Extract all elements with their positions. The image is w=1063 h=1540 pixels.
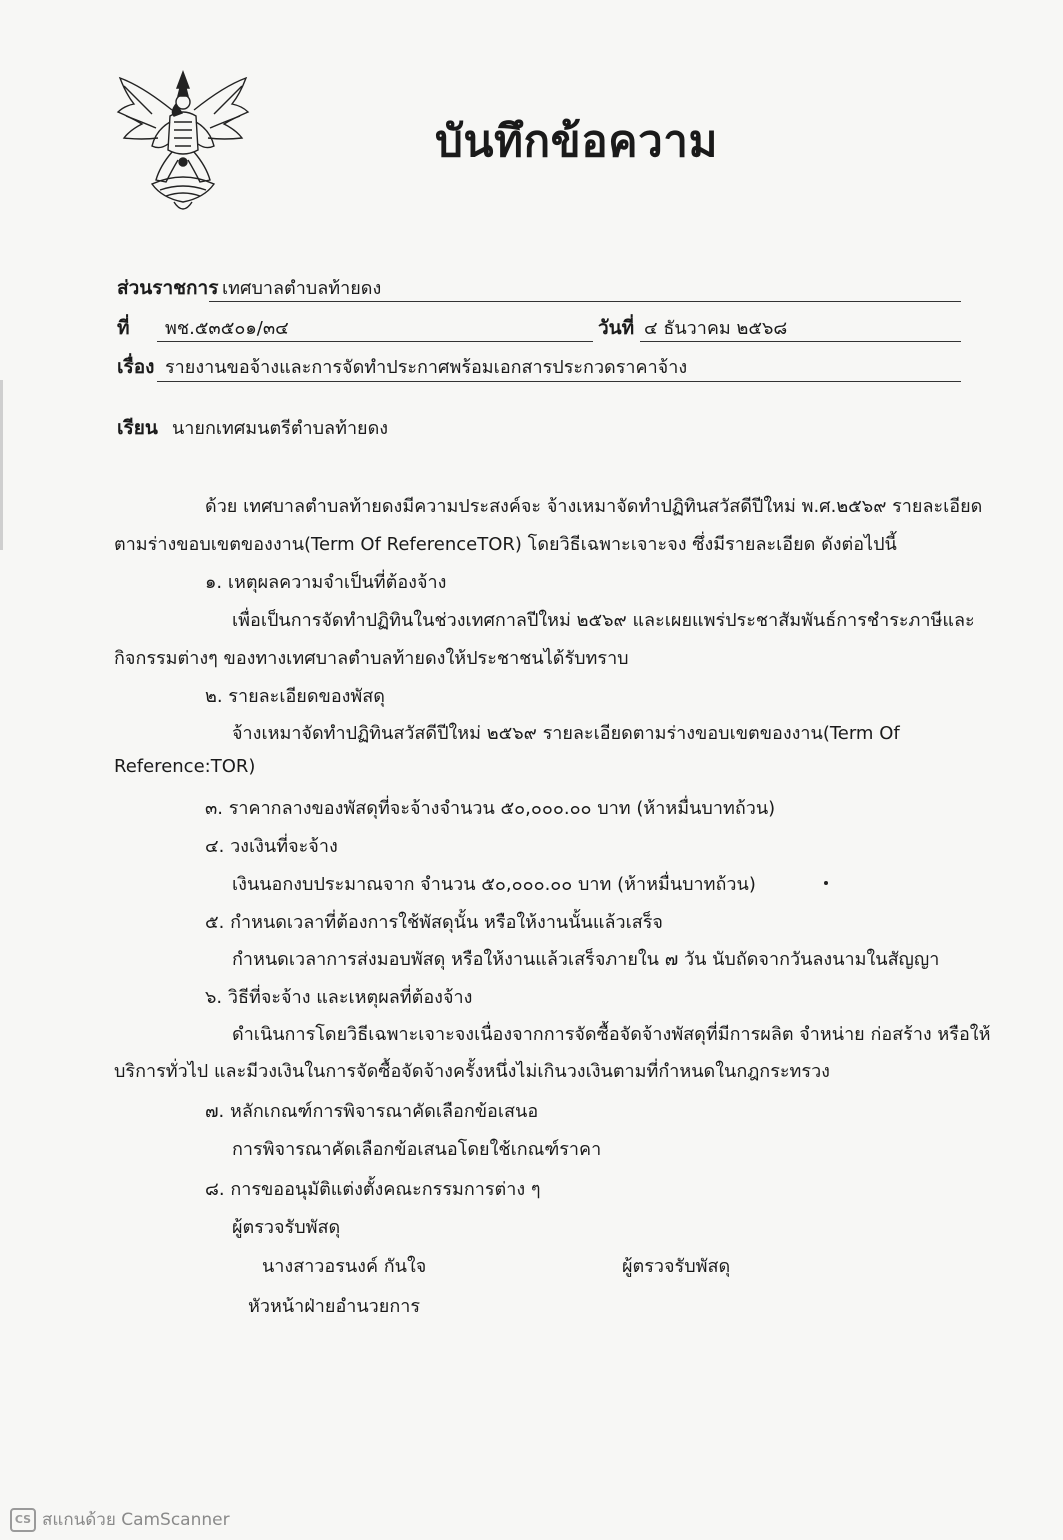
stray-dot <box>824 881 828 885</box>
section-5-line-1: กำหนดเวลาการส่งมอบพัสดุ หรือให้งานแล้วเสร็จภายใน ๗ วัน นับถัดจากวันลงนามในสัญญา <box>232 949 940 970</box>
dept-label: ส่วนราชการ <box>117 277 219 299</box>
section-6-heading: ๖. วิธีที่จะจ้าง และเหตุผลที่ต้องจ้าง <box>205 987 473 1008</box>
section-7-heading: ๗. หลักเกณฑ์การพิจารณาคัดเลือกข้อเสนอ <box>205 1101 539 1122</box>
section-7-line-1: การพิจารณาคัดเลือกข้อเสนอโดยใช้เกณฑ์ราคา <box>232 1139 602 1160</box>
date-value: ๔ ธันวาคม ๒๕๖๘ <box>644 318 788 339</box>
committee-member-role: ผู้ตรวจรับพัสดุ <box>622 1256 731 1277</box>
section-8-subheading: ผู้ตรวจรับพัสดุ <box>232 1217 341 1238</box>
dept-underline <box>209 301 961 302</box>
ref-value: พช.๕๓๕๐๑/๓๔ <box>165 318 289 339</box>
scan-edge-shadow <box>0 380 3 550</box>
camscanner-text: สแกนด้วย CamScanner <box>42 1510 230 1530</box>
memo-title: บันทึกข้อความ <box>435 116 719 167</box>
section-3-heading: ๓. ราคากลางของพัสดุที่จะจ้างจำนวน ๕๐,๐๐๐.๐๐ บาท (ห้าหมื่นบาทถ้วน) <box>205 798 776 819</box>
camscanner-watermark <box>10 1506 230 1533</box>
intro-line-1: ด้วย เทศบาลตำบลท้ายดงมีความประสงค์จะ จ้างเหมาจัดทำปฏิทินสวัสดีปีใหม่ พ.ศ.๒๕๖๙ รายละเอียด <box>205 496 983 517</box>
section-1-line-1: เพื่อเป็นการจัดทำปฏิทินในช่วงเทศกาลปีใหม่ ๒๕๖๙ และเผยแพร่ประชาสัมพันธ์การชำระภาษีและ <box>232 610 975 631</box>
intro-line-2: ตามร่างขอบเขตของงาน(Term Of ReferenceTOR) โดยวิธีเฉพาะเจาะจง ซึ่งมีรายละเอียด ดังต่อไปนี้ <box>114 534 897 555</box>
camscanner-logo-icon: CS <box>10 1508 36 1532</box>
committee-member-position: หัวหน้าฝ่ายอำนวยการ <box>248 1296 421 1317</box>
to-value: นายกเทศมนตรีตำบลท้ายดง <box>172 418 389 439</box>
date-label: วันที่ <box>598 317 635 339</box>
date-underline <box>640 341 961 342</box>
subject-underline <box>157 381 961 382</box>
subject-label: เรื่อง <box>117 356 155 378</box>
section-4-line-1: เงินนอกงบประมาณจาก จำนวน ๕๐,๐๐๐.๐๐ บาท (ห้าหมื่นบาทถ้วน) <box>232 874 756 895</box>
section-1-line-2: กิจกรรมต่างๆ ของทางเทศบาลตำบลท้ายดงให้ประชาชนได้รับทราบ <box>114 648 629 669</box>
subject-value: รายงานขอจ้างและการจัดทำประกาศพร้อมเอกสารประกวดราคาจ้าง <box>165 357 688 378</box>
committee-member-name: นางสาวอรนงค์ กันใจ <box>262 1256 427 1277</box>
dept-value: เทศบาลตำบลท้ายดง <box>222 278 382 299</box>
section-4-heading: ๔. วงเงินที่จะจ้าง <box>205 836 338 857</box>
section-2-line-2: Reference:TOR) <box>114 756 256 777</box>
to-label: เรียน <box>117 417 158 439</box>
section-5-heading: ๕. กำหนดเวลาที่ต้องการใช้พัสดุนั้น หรือให้งานนั้นแล้วเสร็จ <box>205 912 663 933</box>
ref-label: ที่ <box>117 317 130 339</box>
section-2-heading: ๒. รายละเอียดของพัสดุ <box>205 686 385 707</box>
ref-underline <box>157 341 593 342</box>
garuda-emblem-icon <box>112 66 254 222</box>
section-2-line-1: จ้างเหมาจัดทำปฏิทินสวัสดีปีใหม่ ๒๕๖๙ รายละเอียดตามร่างขอบเขตของงาน(Term Of <box>232 723 900 744</box>
section-6-line-1: ดำเนินการโดยวิธีเฉพาะเจาะจงเนื่องจากการจัดซื้อจัดจ้างพัสดุที่มีการผลิต จำหน่าย ก่อสร้าง หรือให้ <box>232 1024 991 1045</box>
section-1-heading: ๑. เหตุผลความจำเป็นที่ต้องจ้าง <box>205 572 447 593</box>
section-6-line-2: บริการทั่วไป และมีวงเงินในการจัดซื้อจัดจ้างครั้งหนึ่งไม่เกินวงเงินตามที่กำหนดในกฎกระทรวง <box>114 1061 830 1082</box>
section-8-heading: ๘. การขออนุมัติแต่งตั้งคณะกรรมการต่าง ๆ <box>205 1179 541 1200</box>
